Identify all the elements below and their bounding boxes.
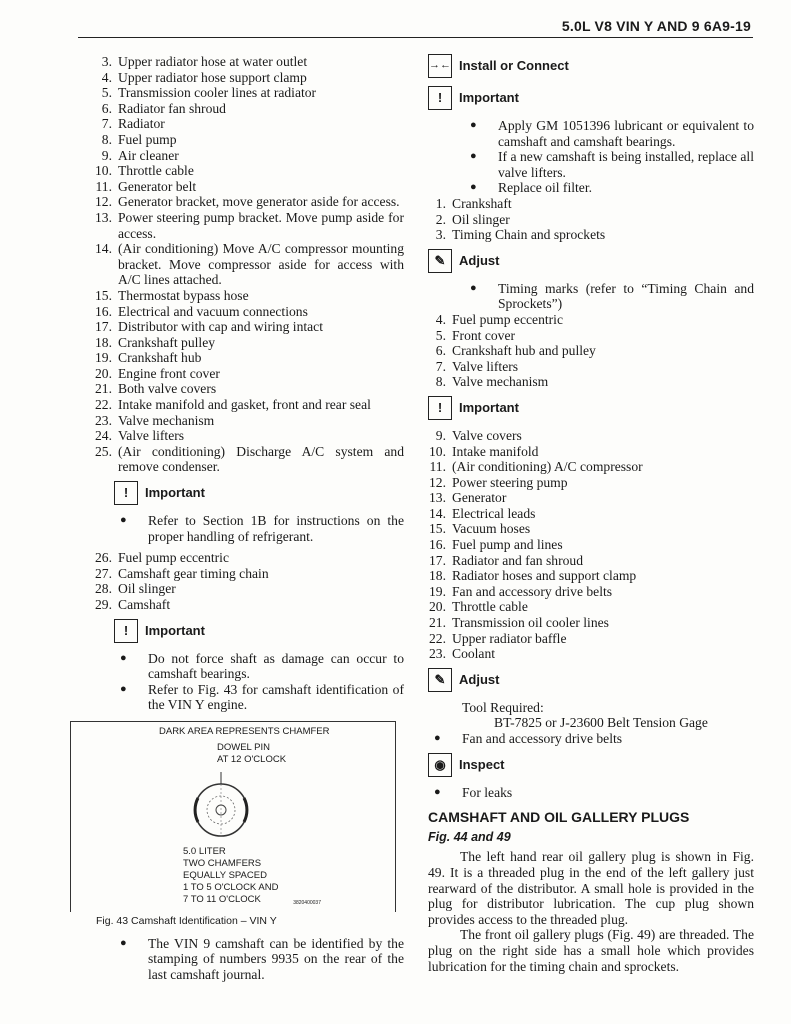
inspect-heading	[428, 753, 754, 777]
item-number: 20.	[95, 365, 112, 381]
list-item	[428, 374, 754, 390]
list-item	[78, 241, 404, 288]
item-text: Fan and accessory drive belts	[452, 583, 613, 599]
item-number: 9.	[101, 147, 112, 163]
item-text: Crankshaft	[452, 195, 512, 211]
item-number: 17.	[95, 319, 112, 335]
item-number: 7.	[435, 358, 446, 374]
important-heading	[428, 396, 754, 420]
item-text: Fuel pump and lines	[452, 537, 563, 553]
item-text: Radiator	[118, 116, 165, 132]
item-text: Electrical leads	[452, 505, 536, 521]
important-heading	[114, 481, 404, 505]
inspect-icon: ◉	[428, 753, 452, 777]
list-item	[78, 85, 404, 101]
item-number: 7.	[101, 116, 112, 132]
item-number: 14.	[429, 505, 446, 521]
adjust-icon: ✎	[428, 668, 452, 692]
item-number: 17.	[429, 552, 446, 568]
bullet	[428, 785, 754, 801]
item-number: 9.	[435, 427, 446, 443]
item-text: Valve covers	[452, 427, 522, 443]
item-text: Intake manifold	[452, 443, 539, 459]
bullet	[464, 281, 754, 312]
bullet-dot: ●	[120, 651, 127, 664]
page-header: 5.0L V8 VIN Y AND 9 6A9-19	[561, 18, 751, 34]
important-icon: ǃ	[428, 396, 452, 420]
bullet-text: Refer to Fig. 43 for camshaft identification of the VIN Y engine.	[148, 681, 404, 713]
bullet-text: Refer to Section 1B for instructions on the proper handling of refrigerant.	[148, 513, 404, 544]
bullet-dot: ●	[120, 682, 127, 695]
bullet	[114, 682, 404, 713]
header-rule	[78, 37, 753, 38]
item-text: Camshaft	[118, 597, 171, 612]
item-number: 24.	[95, 428, 112, 444]
removal-steps-list	[78, 54, 404, 475]
item-number: 4.	[435, 311, 446, 327]
camshaft-end-drawing	[186, 770, 256, 850]
list-item	[428, 359, 754, 375]
inspect-label: Inspect	[459, 756, 505, 772]
item-number: 1.	[435, 195, 446, 211]
important-heading	[114, 619, 404, 643]
bullet	[114, 513, 404, 544]
item-number: 19.	[95, 350, 112, 366]
item-text: Front cover	[452, 327, 516, 343]
item-text: Engine front cover	[118, 365, 220, 381]
item-text: Throttle cable	[118, 163, 194, 179]
list-item	[78, 550, 404, 566]
list-item	[78, 335, 404, 351]
item-text: Radiator hoses and support clamp	[452, 568, 637, 584]
list-item	[78, 350, 404, 366]
item-number: 2.	[435, 211, 446, 227]
list-item	[78, 132, 404, 148]
list-item	[428, 212, 754, 228]
list-item	[428, 490, 754, 506]
item-text: Radiator fan shroud	[118, 100, 226, 116]
item-text: Generator bracket, move generator aside for access.	[118, 194, 400, 210]
bullet-dot: ●	[120, 936, 127, 949]
item-number: 18.	[95, 334, 112, 350]
bullet	[114, 936, 404, 983]
list-item	[78, 397, 404, 413]
item-text: Fuel pump	[118, 131, 177, 147]
bullet-text: If a new camshaft is being installed, replace all valve lifters.	[498, 149, 754, 180]
item-text: Generator	[452, 490, 507, 506]
list-item	[428, 631, 754, 647]
adjust-icon: ✎	[428, 249, 452, 273]
item-text: Power steering pump	[452, 474, 568, 490]
bullet-list	[78, 651, 404, 713]
item-number: 14.	[95, 241, 112, 257]
item-number: 23.	[429, 646, 446, 662]
item-text: Distributor with cap and wiring intact	[118, 319, 323, 335]
list-item	[78, 444, 404, 475]
item-number: 29.	[95, 597, 112, 612]
item-text: Upper radiator baffle	[452, 630, 567, 646]
list-item	[78, 381, 404, 397]
item-number: 8.	[435, 374, 446, 390]
bullet	[428, 731, 754, 747]
item-text: Upper radiator hose at water outlet	[118, 54, 308, 69]
item-number: 13.	[429, 490, 446, 506]
item-number: 5.	[101, 85, 112, 101]
item-number: 6.	[101, 100, 112, 116]
important-icon: ǃ	[428, 86, 452, 110]
item-number: 15.	[429, 521, 446, 537]
important-icon: ǃ	[114, 619, 138, 643]
list-item	[78, 148, 404, 164]
item-number: 22.	[429, 630, 446, 646]
item-text: Crankshaft hub	[118, 350, 202, 366]
item-number: 22.	[95, 397, 112, 413]
list-item	[78, 288, 404, 304]
section-title: CAMSHAFT AND OIL GALLERY PLUGS	[428, 809, 690, 826]
item-number: 28.	[95, 581, 112, 597]
bullet-dot: ●	[470, 181, 477, 194]
item-number: 16.	[95, 303, 112, 319]
item-number: 25.	[95, 443, 112, 459]
important-label: Important	[459, 90, 519, 106]
list-item	[428, 584, 754, 600]
adjust-label: Adjust	[459, 252, 500, 268]
item-number: 19.	[429, 583, 446, 599]
important-label: Important	[145, 622, 205, 638]
list-item	[428, 521, 754, 537]
item-number: 21.	[429, 615, 446, 631]
item-text: Crankshaft hub and pulley	[452, 343, 596, 359]
item-text: Intake manifold and gasket, front and rear seal	[118, 397, 371, 413]
item-text: Power steering pump bracket. Move pump aside for access.	[118, 209, 404, 241]
item-number: 5.	[435, 327, 446, 343]
item-number: 20.	[429, 599, 446, 615]
paragraph: The left hand rear oil gallery plug is shown in Fig. 49. It is a threaded plug in the end of the left gallery just rearward of the distributor. A small hole is provided in the plug for distributor lubrication. The cup plug shown provides access to the threaded plug.	[428, 849, 754, 927]
paragraph: The front oil gallery plugs (Fig. 49) are threaded. The plug on the right side has a small hole which provides lubrication for the timing chain and sprockets.	[428, 927, 754, 974]
removal-steps-list-2	[78, 550, 404, 612]
figure-spec: 5.0 LITER TWO CHAMFERS EQUALLY SPACED 1 TO 5 O'CLOCK AND 7 TO 11 O'CLOCK	[183, 845, 279, 905]
item-text: Oil slinger	[452, 211, 510, 227]
list-item	[78, 116, 404, 132]
bullet-dot: ●	[120, 514, 127, 527]
item-number: 13.	[95, 209, 112, 225]
item-text: Timing Chain and sprockets	[452, 227, 606, 243]
bullet-dot: ●	[434, 785, 441, 798]
list-item	[78, 54, 404, 70]
list-item	[78, 566, 404, 582]
list-item	[78, 70, 404, 86]
tool-required-label: Tool Required:	[462, 699, 544, 715]
item-number: 12.	[429, 474, 446, 490]
list-item	[78, 428, 404, 444]
left-column	[78, 54, 404, 982]
important-label: Important	[459, 400, 519, 416]
bullet	[464, 180, 754, 196]
install-steps-list	[428, 196, 754, 243]
list-item	[428, 506, 754, 522]
bullet-list	[428, 118, 754, 196]
important-label: Important	[145, 485, 205, 501]
item-text: Fuel pump eccentric	[452, 311, 563, 327]
item-text: Both valve covers	[118, 381, 217, 397]
list-item	[78, 366, 404, 382]
item-number: 11.	[95, 178, 112, 194]
item-number: 18.	[429, 568, 446, 584]
item-text: Transmission cooler lines at radiator	[118, 85, 317, 101]
item-text: Coolant	[452, 646, 496, 662]
item-text: Thermostat bypass hose	[118, 287, 249, 303]
bullet-dot: ●	[470, 150, 477, 163]
item-number: 4.	[101, 69, 112, 85]
item-text: Electrical and vacuum connections	[118, 303, 308, 319]
install-heading	[428, 54, 754, 78]
item-number: 23.	[95, 412, 112, 428]
figure-code: 3820400037	[293, 899, 321, 906]
item-number: 26.	[95, 550, 112, 566]
important-icon: ǃ	[114, 481, 138, 505]
item-text: (Air conditioning) A/C compressor	[452, 459, 643, 475]
bullet-text: Apply GM 1051396 lubricant or equivalent to camshaft and camshaft bearings.	[498, 118, 754, 149]
item-text: Oil slinger	[118, 581, 176, 597]
item-text: Air cleaner	[118, 147, 179, 163]
item-text: Vacuum hoses	[452, 521, 531, 537]
item-text: (Air conditioning) Discharge A/C system and remove condenser.	[118, 443, 404, 475]
item-text: Radiator and fan shroud	[452, 552, 583, 568]
list-item	[428, 646, 754, 662]
install-label: Install or Connect	[459, 58, 569, 74]
install-steps-list-3	[428, 428, 754, 662]
figure-label: DOWEL PIN AT 12 O'CLOCK	[217, 741, 287, 765]
item-text: Valve lifters	[452, 358, 519, 374]
bullet-dot: ●	[470, 281, 477, 294]
list-item	[78, 413, 404, 429]
list-item	[428, 227, 754, 243]
bullet-text: For leaks	[462, 784, 513, 800]
install-connect-icon: →←	[428, 54, 452, 78]
item-text: Crankshaft pulley	[118, 334, 216, 350]
tool-required-value: BT-7825 or J-23600 Belt Tension Gage	[494, 715, 708, 731]
list-item	[78, 194, 404, 210]
item-text: Valve mechanism	[118, 412, 215, 428]
bullet	[114, 651, 404, 682]
item-number: 16.	[429, 537, 446, 553]
bullet	[464, 118, 754, 149]
list-item	[78, 319, 404, 335]
list-item	[78, 304, 404, 320]
item-text: Valve lifters	[118, 428, 185, 444]
list-item	[78, 210, 404, 241]
list-item	[428, 553, 754, 569]
item-text: (Air conditioning) Move A/C compressor mounting bracket. Move compressor aside for access with A/C lines attached.	[118, 241, 404, 288]
item-number: 27.	[95, 565, 112, 581]
figure-label: DARK AREA REPRESENTS CHAMFER	[159, 725, 330, 737]
list-item	[428, 599, 754, 615]
item-number: 21.	[95, 381, 112, 397]
item-number: 6.	[435, 343, 446, 359]
list-item	[78, 597, 404, 613]
list-item	[428, 568, 754, 584]
item-text: Camshaft gear timing chain	[118, 565, 269, 581]
list-item	[428, 615, 754, 631]
item-text: Fuel pump eccentric	[118, 550, 229, 566]
item-number: 12.	[95, 194, 112, 210]
bullet-text: Timing marks (refer to “Timing Chain and Sprockets”)	[498, 280, 754, 312]
bullet-text: Replace oil filter.	[498, 180, 592, 196]
install-steps-list-2	[428, 312, 754, 390]
list-item	[428, 537, 754, 553]
list-item	[428, 196, 754, 212]
adjust-heading	[428, 249, 754, 273]
list-item	[78, 101, 404, 117]
bullet-text: Fan and accessory drive belts	[462, 731, 623, 746]
item-number: 10.	[429, 443, 446, 459]
list-item	[428, 428, 754, 444]
list-item	[428, 444, 754, 460]
section-subtitle: Fig. 44 and 49	[428, 829, 511, 844]
item-number: 15.	[95, 287, 112, 303]
list-item	[428, 343, 754, 359]
list-item	[78, 581, 404, 597]
list-item	[428, 312, 754, 328]
item-number: 8.	[101, 131, 112, 147]
list-item	[428, 459, 754, 475]
right-column	[428, 54, 754, 974]
item-number: 10.	[95, 163, 112, 179]
item-text: Upper radiator hose support clamp	[118, 69, 307, 85]
bullet-text: Do not force shaft as damage can occur to camshaft bearings.	[148, 650, 404, 682]
bullet	[464, 149, 754, 180]
list-item	[428, 328, 754, 344]
list-item	[78, 179, 404, 195]
list-item	[78, 163, 404, 179]
item-text: Valve mechanism	[452, 374, 549, 390]
list-item	[428, 475, 754, 491]
item-number: 3.	[101, 54, 112, 69]
important-heading	[428, 86, 754, 110]
item-text: Generator belt	[118, 178, 197, 194]
adjust-heading	[428, 668, 754, 692]
bullet-text: The VIN 9 camshaft can be identified by the stamping of numbers 9935 on the rear of the last camshaft journal.	[148, 935, 404, 982]
bullet-dot: ●	[434, 732, 441, 744]
bullet-dot: ●	[470, 119, 477, 131]
figure-caption: Fig. 43 Camshaft Identification – VIN Y	[96, 914, 277, 927]
item-text: Transmission oil cooler lines	[452, 615, 609, 631]
item-number: 11.	[429, 459, 446, 475]
item-text: Throttle cable	[452, 599, 528, 615]
figure-43	[70, 721, 396, 912]
adjust-label: Adjust	[459, 672, 500, 688]
item-number: 3.	[435, 227, 446, 243]
